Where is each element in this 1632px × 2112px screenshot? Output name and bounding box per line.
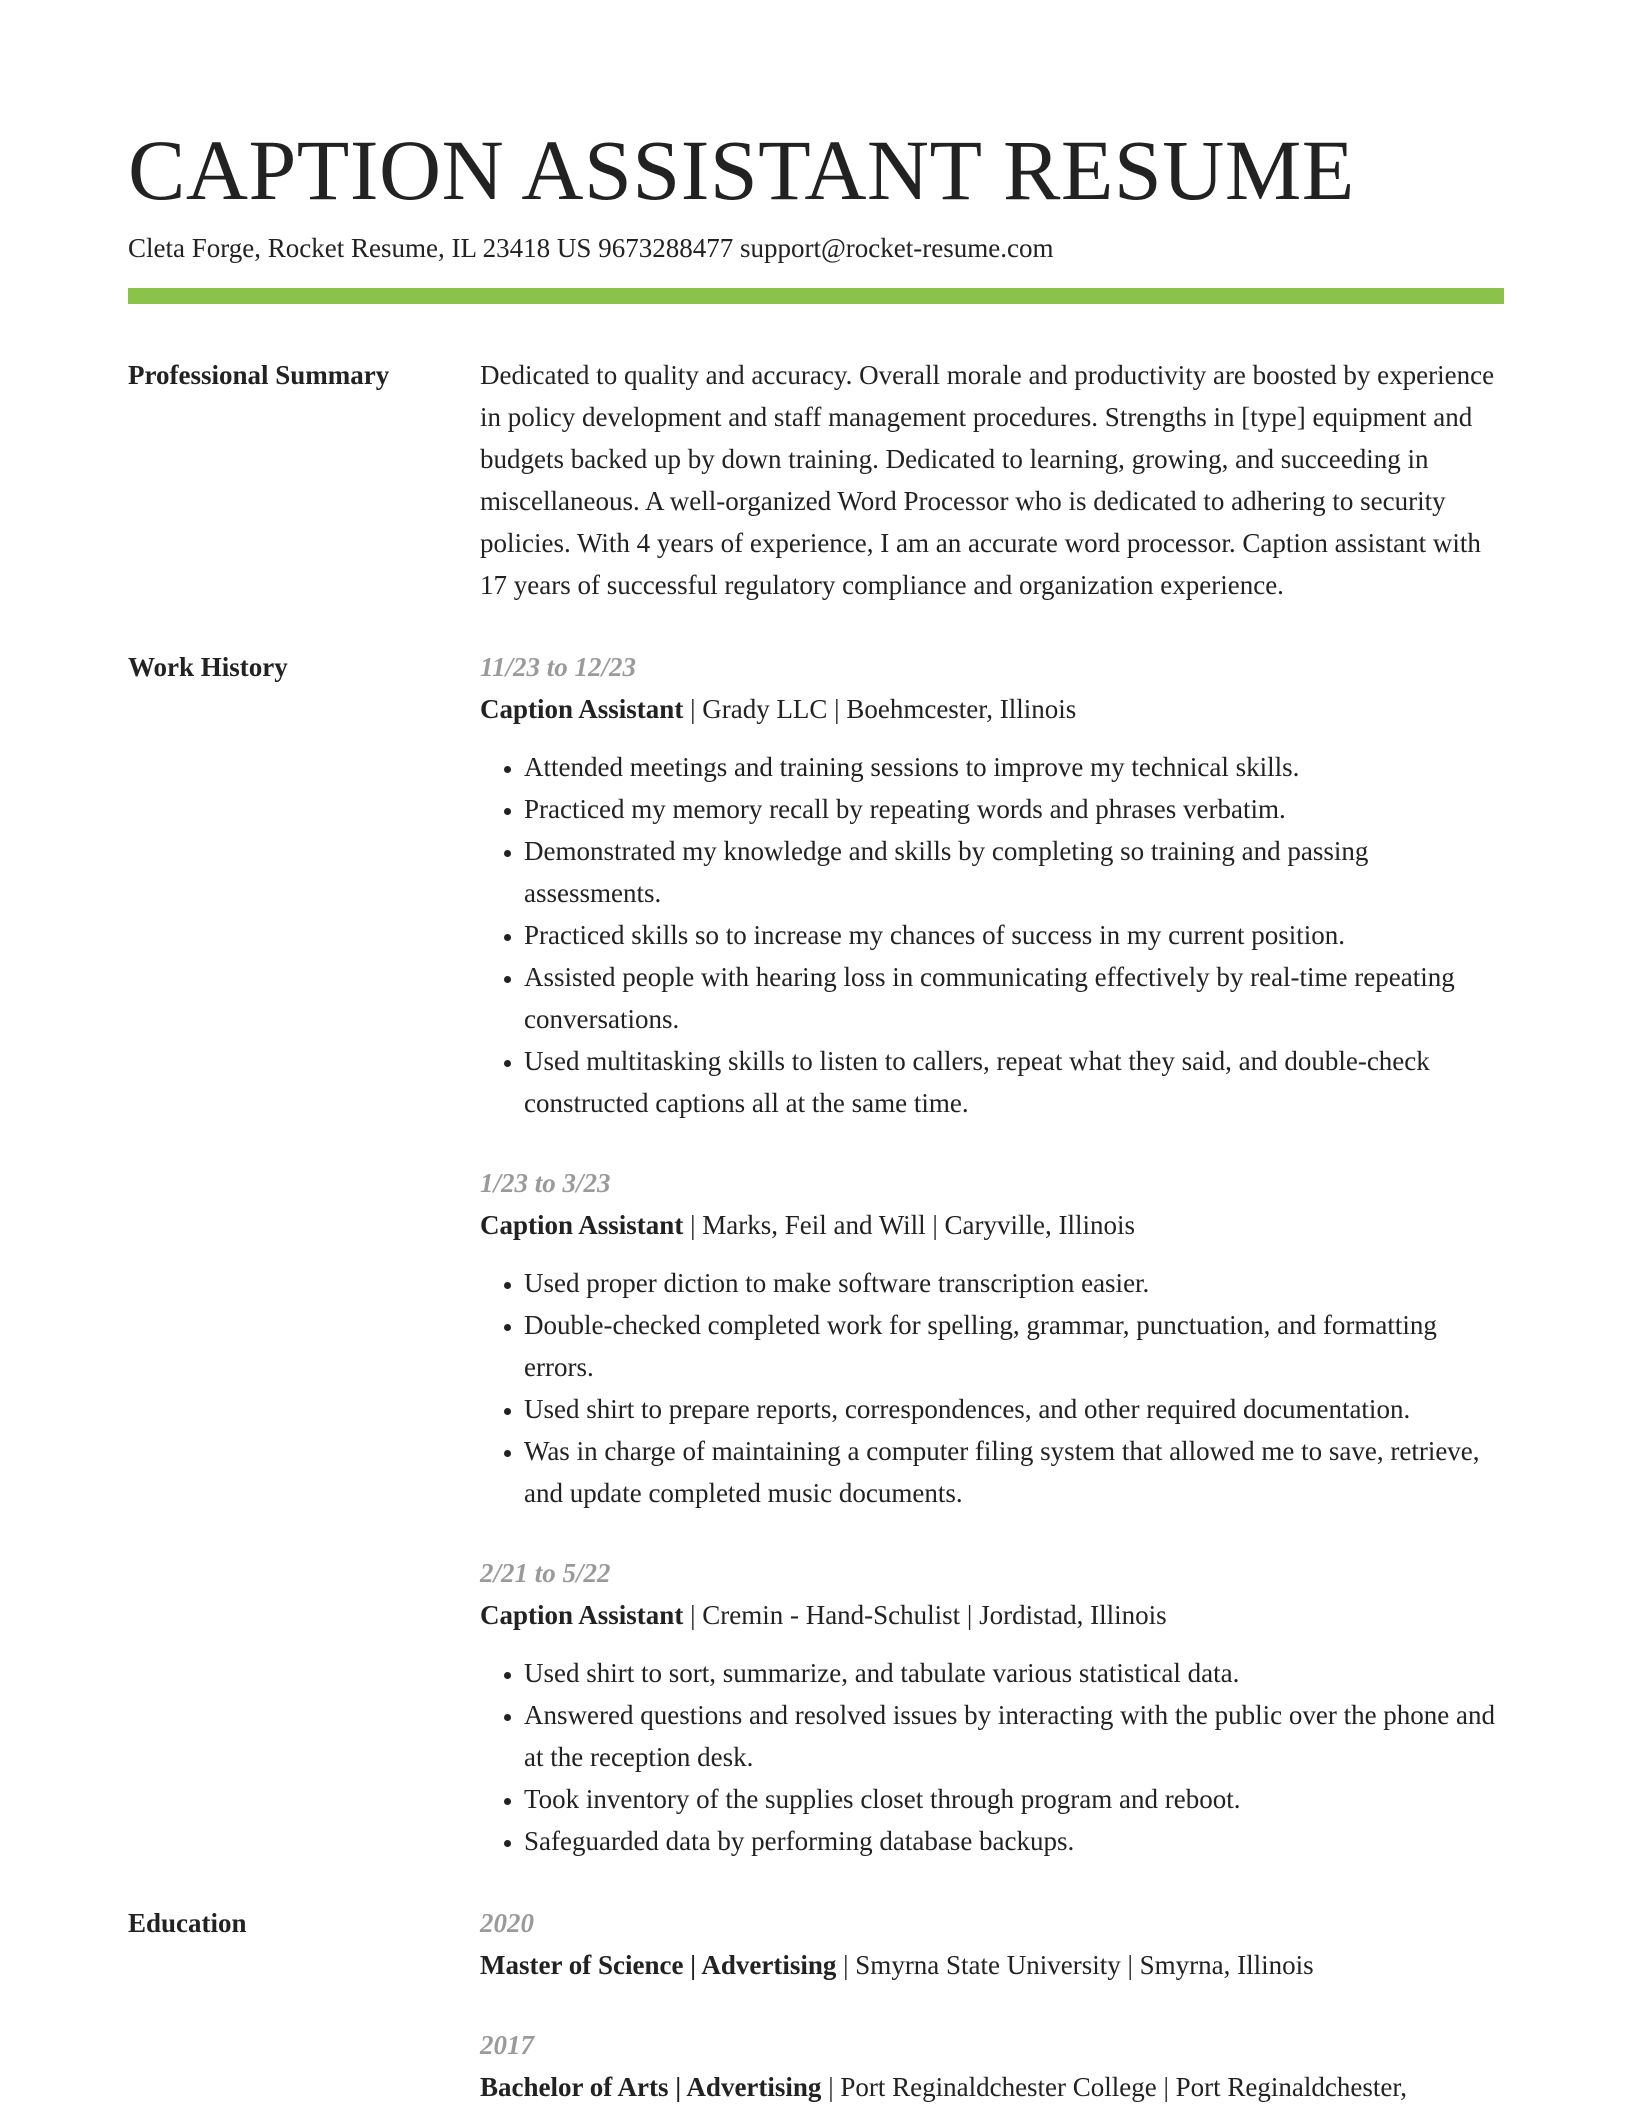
job-bullet: • Took inventory of the supplies closet through program and reboot. — [524, 1778, 1504, 1820]
job-date: 1/23 to 3/23 — [480, 1168, 611, 1198]
education-date: 2020 — [480, 1908, 534, 1938]
job-title: Caption Assistant — [480, 1210, 684, 1240]
job-bullet: • Used shirt to sort, summarize, and tabulate various statistical data. — [524, 1652, 1504, 1694]
job-bullet: • Attended meetings and training sessions to improve my technical skills. — [524, 746, 1504, 788]
job-bullet: • Practiced my memory recall by repeating words and phrases verbatim. — [524, 788, 1504, 830]
job-bullet: • Assisted people with hearing loss in communicating effectively by real-time repeating conversations. — [524, 956, 1504, 1040]
job-bullet: • Demonstrated my knowledge and skills by completing so training and passing assessments. — [524, 830, 1504, 914]
job-bullets — [480, 1652, 1504, 1862]
resume-page — [128, 118, 1504, 2108]
education-degree: Master of Science | Advertising — [480, 1950, 837, 1980]
job-bullet: • Answered questions and resolved issues by interacting with the public over the phone and at the reception desk. — [524, 1694, 1504, 1778]
job-bullet: • Double-checked completed work for spelling, grammar, punctuation, and formatting errors. — [524, 1304, 1504, 1388]
summary-body — [480, 354, 1504, 606]
education-entry — [480, 1902, 1504, 1986]
work-history-body — [480, 646, 1504, 1862]
education-degree: Bachelor of Arts | Advertising — [480, 2072, 822, 2102]
job-bullet: • Used proper diction to make software transcription easier. — [524, 1262, 1504, 1304]
job-bullet: • Safeguarded data by performing database backups. — [524, 1820, 1504, 1862]
job-details: | Cremin - Hand-Schulist | Jordistad, Illinois — [683, 1600, 1167, 1630]
education-entry — [480, 2024, 1504, 2108]
section-label-education: Education — [128, 1908, 247, 1938]
job-entry — [480, 646, 1504, 1124]
job-details: | Grady LLC | Boehmcester, Illinois — [683, 694, 1077, 724]
job-details: | Marks, Feil and Will | Caryville, Illinois — [683, 1210, 1135, 1240]
education-details: | Smyrna State University | Smyrna, Illinois — [836, 1950, 1314, 1980]
job-bullets — [480, 1262, 1504, 1514]
education-details: | Port Reginaldchester College | Port Reginaldchester, — [821, 2072, 1408, 2102]
job-title-line — [480, 688, 1504, 730]
contact-line: Cleta Forge, Rocket Resume, IL 23418 US 9673288477 support@rocket-resume.com — [128, 233, 1054, 263]
section-label-summary: Professional Summary — [128, 360, 390, 390]
job-date: 11/23 to 12/23 — [480, 652, 637, 682]
job-title: Caption Assistant — [480, 1600, 684, 1630]
summary-section — [128, 354, 1504, 606]
accent-divider — [128, 288, 1504, 304]
education-date: 2017 — [480, 2030, 534, 2060]
job-date: 2/21 to 5/22 — [480, 1558, 611, 1588]
summary-text: Dedicated to quality and accuracy. Overall morale and productivity are boosted by experience in policy development and staff management procedures. Strengths in [type] equipment and budgets backed up by down training. Dedicated to learning, growing, and succeeding in miscellaneous. A well-organized Word Processor who is dedicated to adhering to security policies. With 4 years of experience, I am an accurate word processor. Caption assistant with 17 years of successful regulatory compliance and organization experience. — [480, 360, 1495, 600]
job-bullet: • Used multitasking skills to listen to callers, repeat what they said, and double-check constructed captions all at the same time. — [524, 1040, 1504, 1124]
job-bullet: • Practiced skills so to increase my chances of success in my current position. — [524, 914, 1504, 956]
job-bullets — [480, 746, 1504, 1124]
job-entry — [480, 1162, 1504, 1514]
job-bullet: • Used shirt to prepare reports, correspondences, and other required documentation. — [524, 1388, 1504, 1430]
education-body — [480, 1902, 1504, 2108]
education-line — [480, 1944, 1504, 1986]
resume-title: CAPTION ASSISTANT RESUME — [128, 122, 1355, 218]
job-title: Caption Assistant — [480, 694, 684, 724]
education-line — [480, 2066, 1504, 2108]
job-bullet: • Was in charge of maintaining a computer filing system that allowed me to save, retrieve, and update completed music documents. — [524, 1430, 1504, 1514]
education-section — [128, 1902, 1504, 2108]
job-entry — [480, 1552, 1504, 1862]
job-title-line — [480, 1594, 1504, 1636]
work-history-section — [128, 646, 1504, 1862]
section-label-work-history: Work History — [128, 652, 288, 682]
job-title-line — [480, 1204, 1504, 1246]
